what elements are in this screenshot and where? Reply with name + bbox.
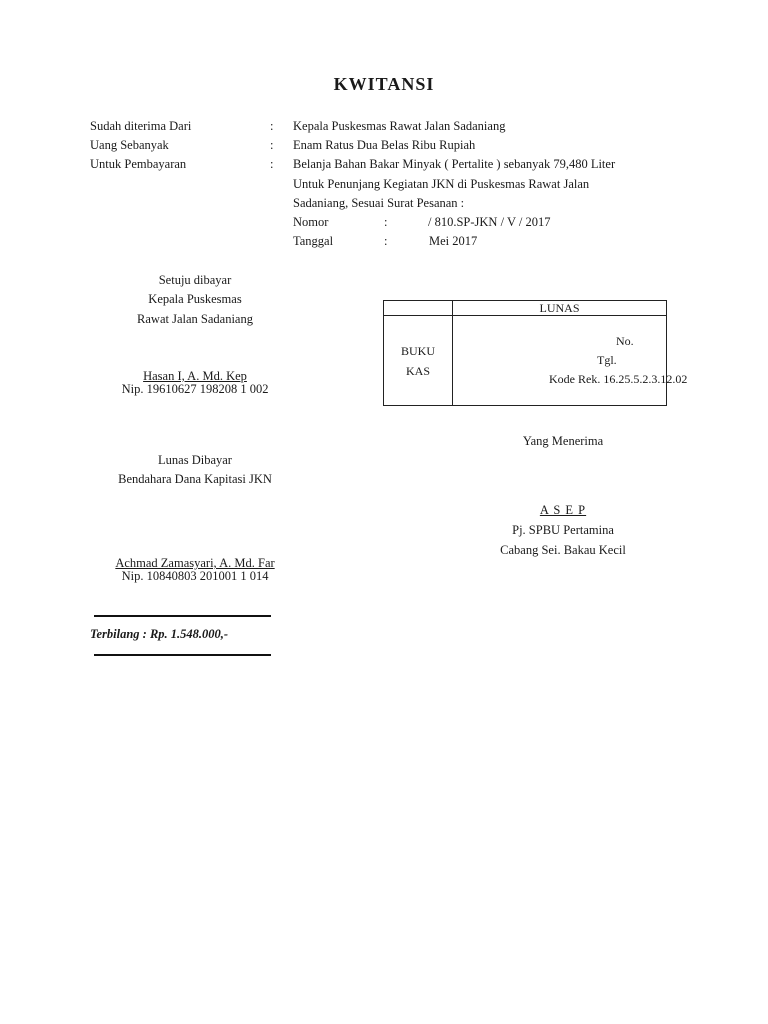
- payment-for-colon: :: [270, 157, 274, 171]
- lunas-kas-box: [383, 300, 688, 406]
- payment-for-line1: Belanja Bahan Bakar Minyak ( Pertalite ) sebanyak 79,480 Liter: [293, 157, 616, 171]
- treasurer-nip: Nip. 10840803 201001 1 014: [121, 569, 269, 583]
- nomor-value: / 810.SP-JKN / V / 2017: [428, 215, 551, 229]
- treasurer-name-text: Achmad Zamasyari, A. Md. Far: [115, 556, 275, 570]
- kas-no: No.: [616, 334, 634, 348]
- tanggal-label: Tanggal: [293, 234, 334, 248]
- payment-for-line2: Untuk Penunjang Kegiatan JKN di Puskesmas Rawat Jalan: [293, 177, 590, 191]
- approval-nip: Nip. 19610627 198208 1 002: [121, 382, 269, 396]
- nomor-label: Nomor: [293, 215, 329, 229]
- terbilang-bottom-rule: [94, 654, 271, 656]
- lunas-header: LUNAS: [453, 301, 667, 316]
- payment-for-label: Untuk Pembayaran: [90, 157, 187, 171]
- kas-header-blank: [384, 301, 453, 316]
- receiver-name-text: A S E P: [539, 503, 587, 517]
- amount-value: Enam Ratus Dua Belas Ribu Rupiah: [293, 138, 476, 152]
- approval-line1: Setuju dibayar: [158, 273, 232, 287]
- receiver-name: [478, 503, 648, 518]
- nomor-colon: :: [384, 215, 388, 229]
- tanggal-value: Mei 2017: [429, 234, 478, 248]
- receiver-label: Yang Menerima: [522, 434, 604, 448]
- buku-label: BUKU: [400, 343, 435, 358]
- tanggal-colon: :: [384, 234, 388, 248]
- kas-detail-cell: [453, 316, 688, 406]
- receiver-line2: Cabang Sei. Bakau Kecil: [500, 543, 626, 557]
- buku-kas-cell: [384, 316, 453, 406]
- received-from-value: Kepala Puskesmas Rawat Jalan Sadaniang: [293, 119, 506, 133]
- received-from-colon: :: [270, 119, 274, 133]
- amount-label: Uang Sebanyak: [90, 138, 169, 152]
- payment-for-line3: Sadaniang, Sesuai Surat Pesanan :: [293, 196, 465, 210]
- terbilang-top-rule: [94, 615, 271, 617]
- receiver-line1: Pj. SPBU Pertamina: [512, 523, 614, 537]
- treasurer-line2: Bendahara Dana Kapitasi JKN: [118, 472, 272, 486]
- kas-kode-rek: Kode Rek. 16.25.5.2.3.12.02: [549, 372, 688, 386]
- received-from-label: Sudah diterima Dari: [90, 119, 192, 133]
- approval-name-text: Hasan I, A. Md. Kep: [143, 369, 247, 383]
- terbilang-amount: Terbilang : Rp. 1.548.000,-: [90, 627, 229, 641]
- approval-line2: Kepala Puskesmas: [148, 292, 242, 306]
- kas-tgl: Tgl.: [597, 353, 617, 367]
- treasurer-line1: Lunas Dibayar: [158, 453, 232, 467]
- document-title: KWITANSI: [333, 74, 435, 94]
- amount-colon: :: [270, 138, 274, 152]
- kas-label: KAS: [405, 363, 430, 378]
- approval-line3: Rawat Jalan Sadaniang: [137, 312, 253, 326]
